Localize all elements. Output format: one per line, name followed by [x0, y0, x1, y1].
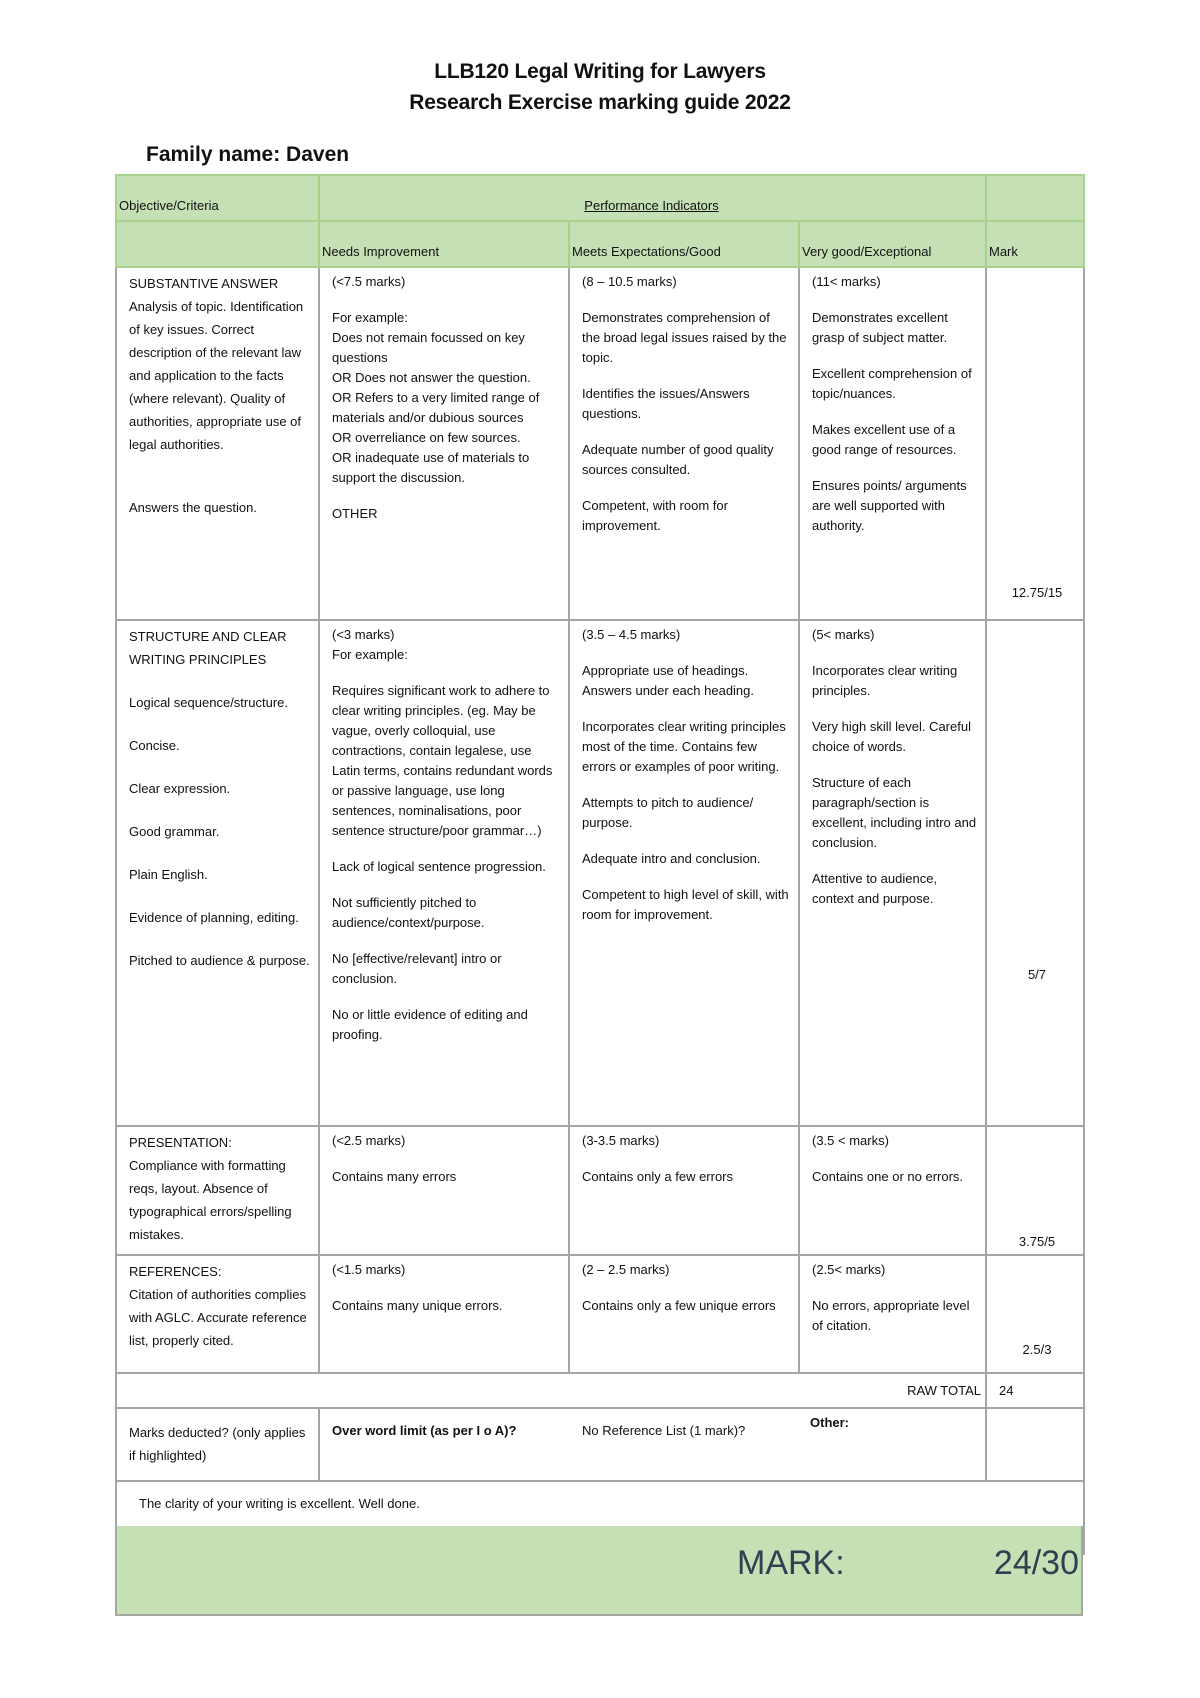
cell-line: OR Refers to a very limited range of materials and/or dubious sources	[332, 390, 540, 425]
mark-value: 5/7	[986, 620, 1084, 1126]
cell-line	[812, 645, 977, 661]
cell-line: Requires significant work to adhere to clear writing principles. (eg. May be vague, overly colloquial, use contractions, contain legalese, use Latin terms, contains redundant words or passive language, use long sentences, nominalisations, poor sentence structure/poor grammar…)	[332, 683, 553, 838]
marker-comment: The clarity of your writing is excellent. Well done.	[116, 1481, 1084, 1554]
family-name: Family name: Daven	[146, 143, 350, 166]
cell-line: OR overreliance on few sources.	[332, 430, 521, 445]
criteria-cell	[116, 267, 319, 620]
cell-line: Competent to high level of skill, with room for improvement.	[582, 887, 789, 922]
cell-line	[332, 292, 560, 308]
cell-line: Competent, with room for improvement.	[582, 498, 728, 533]
cell-line: (2.5< marks)	[812, 1262, 886, 1277]
final-mark-label: MARK:	[737, 1544, 845, 1582]
cell-line: Ensures points/ arguments are well supported with authority.	[812, 478, 967, 533]
criteria-cell	[116, 1126, 319, 1255]
cell-line	[582, 424, 790, 440]
header-blank-cell	[116, 221, 319, 267]
cell-line	[812, 348, 977, 364]
header-row-2	[116, 221, 1084, 267]
deduct-reference-list: No Reference List (1 mark)?	[582, 1423, 746, 1438]
final-mark-value: 24/30	[993, 1544, 1079, 1582]
cell-line: Contains only a few errors	[582, 1169, 734, 1184]
cell-line	[582, 1151, 790, 1167]
cell-line: (5< marks)	[812, 627, 875, 642]
very-cell	[799, 1255, 986, 1373]
cell-line: Incorporates clear writing principles.	[812, 663, 958, 698]
final-mark-band	[115, 1526, 1083, 1616]
criteria-cell	[116, 620, 319, 1126]
very-cell	[799, 267, 986, 620]
cell-line: Lack of logical sentence progression.	[332, 859, 546, 874]
marking-rubric-table	[115, 174, 1085, 1555]
cell-line: (<2.5 marks)	[332, 1133, 406, 1148]
needs-cell	[319, 620, 569, 1126]
cell-line: Attempts to pitch to audience/ purpose.	[582, 795, 754, 830]
cell-line	[332, 933, 560, 949]
needs-cell	[319, 1255, 569, 1373]
cell-line: No [effective/relevant] intro or conclusion.	[332, 951, 502, 986]
cell-line: OTHER	[332, 506, 378, 521]
cell-line	[332, 877, 560, 893]
header-needs: Needs Improvement	[319, 221, 569, 267]
cell-line: No or little evidence of editing and proofing.	[332, 1007, 528, 1042]
meets-cell	[569, 620, 799, 1126]
criteria-row	[116, 620, 1084, 1126]
cell-line: Contains many errors	[332, 1169, 457, 1184]
criteria-item: Concise.	[129, 738, 180, 753]
criteria-item: Clear expression.	[129, 781, 231, 796]
criteria-item: Logical sequence/structure.	[129, 695, 288, 710]
cell-line: Structure of each paragraph/section is excellent, including intro and conclusion.	[812, 775, 977, 850]
raw-total-value: 24	[986, 1373, 1084, 1408]
cell-line: Attentive to audience, context and purpose.	[812, 871, 938, 906]
cell-line: Very high skill level. Careful choice of words.	[812, 719, 971, 754]
mark-value: 12.75/15	[986, 267, 1084, 620]
document-subtitle: Research Exercise marking guide 2022	[409, 91, 791, 114]
cell-line: (<3 marks)	[332, 627, 395, 642]
cell-line	[582, 645, 790, 661]
cell-line	[332, 1280, 560, 1296]
meets-cell	[569, 1126, 799, 1255]
criteria-item: Pitched to audience & purpose.	[129, 953, 310, 968]
criteria-row	[116, 1126, 1084, 1255]
cell-line: No errors, appropriate level of citation.	[812, 1298, 970, 1333]
header-row-1	[116, 175, 1084, 221]
cell-line: (3.5 < marks)	[812, 1133, 889, 1148]
cell-line: Makes excellent use of a good range of resources.	[812, 422, 957, 457]
criteria-title: STRUCTURE AND CLEAR WRITING PRINCIPLES	[129, 629, 287, 667]
needs-cell	[319, 267, 569, 620]
cell-line	[332, 841, 560, 857]
cell-line: For example:	[332, 647, 408, 662]
cell-line: (<1.5 marks)	[332, 1262, 406, 1277]
deduct-word-limit: Over word limit (as per I o A)?	[332, 1423, 517, 1438]
criteria-item: Plain English.	[129, 867, 208, 882]
cell-line: Excellent comprehension of topic/nuances.	[812, 366, 972, 401]
cell-line	[332, 488, 560, 504]
raw-total-label: RAW TOTAL	[116, 1373, 986, 1408]
header-performance: Performance Indicators	[319, 175, 986, 221]
cell-line	[812, 1151, 977, 1167]
cell-line: Adequate intro and conclusion.	[582, 851, 761, 866]
cell-line: Does not remain focussed on key questions	[332, 330, 525, 365]
cell-line: Contains many unique errors.	[332, 1298, 503, 1313]
mark-value: 3.75/5	[986, 1126, 1084, 1255]
cell-line	[812, 292, 977, 308]
header-criteria: Objective/Criteria	[116, 175, 319, 221]
cell-line: (3.5 – 4.5 marks)	[582, 627, 681, 642]
needs-cell	[319, 1126, 569, 1255]
cell-line	[812, 460, 977, 476]
cell-line: Appropriate use of headings. Answers under each heading.	[582, 663, 755, 698]
cell-line: (8 – 10.5 marks)	[582, 274, 677, 289]
criteria-title: PRESENTATION:	[129, 1135, 232, 1150]
criteria-body: Compliance with formatting reqs, layout. Absence of typographical errors/spelling mistakes.	[129, 1158, 292, 1242]
cell-line	[332, 989, 560, 1005]
cell-line	[812, 757, 977, 773]
cell-line: Contains one or no errors.	[812, 1169, 964, 1184]
meets-cell	[569, 267, 799, 620]
header-mark: Mark	[986, 221, 1084, 267]
criteria-items	[129, 691, 310, 972]
cell-line: For example:	[332, 310, 408, 325]
cell-line	[812, 1280, 977, 1296]
cell-line	[332, 1151, 560, 1167]
very-cell	[799, 620, 986, 1126]
criteria-body: Analysis of topic. Identification of key issues. Correct description of the relevant law and application to the facts (where relevant). Quality of authorities, appropriate use of legal authorities.	[129, 299, 304, 452]
cell-line	[812, 404, 977, 420]
mark-value: 2.5/3	[986, 1255, 1084, 1373]
cell-line: Identifies the issues/Answers questions.	[582, 386, 750, 421]
cell-line	[582, 480, 790, 496]
deductions-options	[319, 1408, 986, 1481]
cell-line: (2 – 2.5 marks)	[582, 1262, 670, 1277]
criteria-extra: Answers the question.	[129, 500, 257, 515]
cell-line	[582, 292, 790, 308]
document-title: LLB120 Legal Writing for Lawyers	[434, 60, 766, 83]
deduct-other: Other:	[810, 1415, 849, 1430]
cell-line	[582, 368, 790, 384]
meets-cell	[569, 1255, 799, 1373]
cell-line	[582, 869, 790, 885]
cell-line	[812, 853, 977, 869]
criteria-item: Evidence of planning, editing.	[129, 910, 299, 925]
criteria-title: REFERENCES:	[129, 1264, 222, 1279]
header-blank	[986, 175, 1084, 221]
cell-line: Incorporates clear writing principles most of the time. Contains few errors or examples of poor writing.	[582, 719, 786, 774]
cell-line: (11< marks)	[812, 274, 881, 289]
very-cell	[799, 1126, 986, 1255]
cell-line: (<7.5 marks)	[332, 274, 406, 289]
cell-line	[582, 1280, 790, 1296]
cell-line: (3-3.5 marks)	[582, 1133, 660, 1148]
cell-line	[582, 701, 790, 717]
deductions-row	[116, 1408, 1084, 1481]
cell-line: OR inadequate use of materials to support the discussion.	[332, 450, 530, 485]
deductions-mark	[986, 1408, 1084, 1481]
criteria-item: Good grammar.	[129, 824, 220, 839]
cell-line	[332, 665, 560, 681]
cell-line: OR Does not answer the question.	[332, 370, 531, 385]
criteria-cell	[116, 1255, 319, 1373]
deductions-label: Marks deducted? (only applies if highlighted)	[116, 1408, 319, 1481]
cell-line	[582, 833, 790, 849]
cell-line: Demonstrates excellent grasp of subject matter.	[812, 310, 948, 345]
cell-line: Adequate number of good quality sources consulted.	[582, 442, 774, 477]
criteria-body: Citation of authorities complies with AGLC. Accurate reference list, properly cited.	[129, 1287, 307, 1348]
cell-line	[812, 701, 977, 717]
criteria-row	[116, 267, 1084, 620]
criteria-title: SUBSTANTIVE ANSWER	[129, 276, 279, 291]
criteria-row	[116, 1255, 1084, 1373]
cell-line: Not sufficiently pitched to audience/context/purpose.	[332, 895, 485, 930]
raw-total-row	[116, 1373, 1084, 1408]
cell-line	[582, 777, 790, 793]
cell-line: Contains only a few unique errors	[582, 1298, 776, 1313]
header-very: Very good/Exceptional	[799, 221, 986, 267]
header-meets: Meets Expectations/Good	[569, 221, 799, 267]
cell-line: Demonstrates comprehension of the broad legal issues raised by the topic.	[582, 310, 787, 365]
